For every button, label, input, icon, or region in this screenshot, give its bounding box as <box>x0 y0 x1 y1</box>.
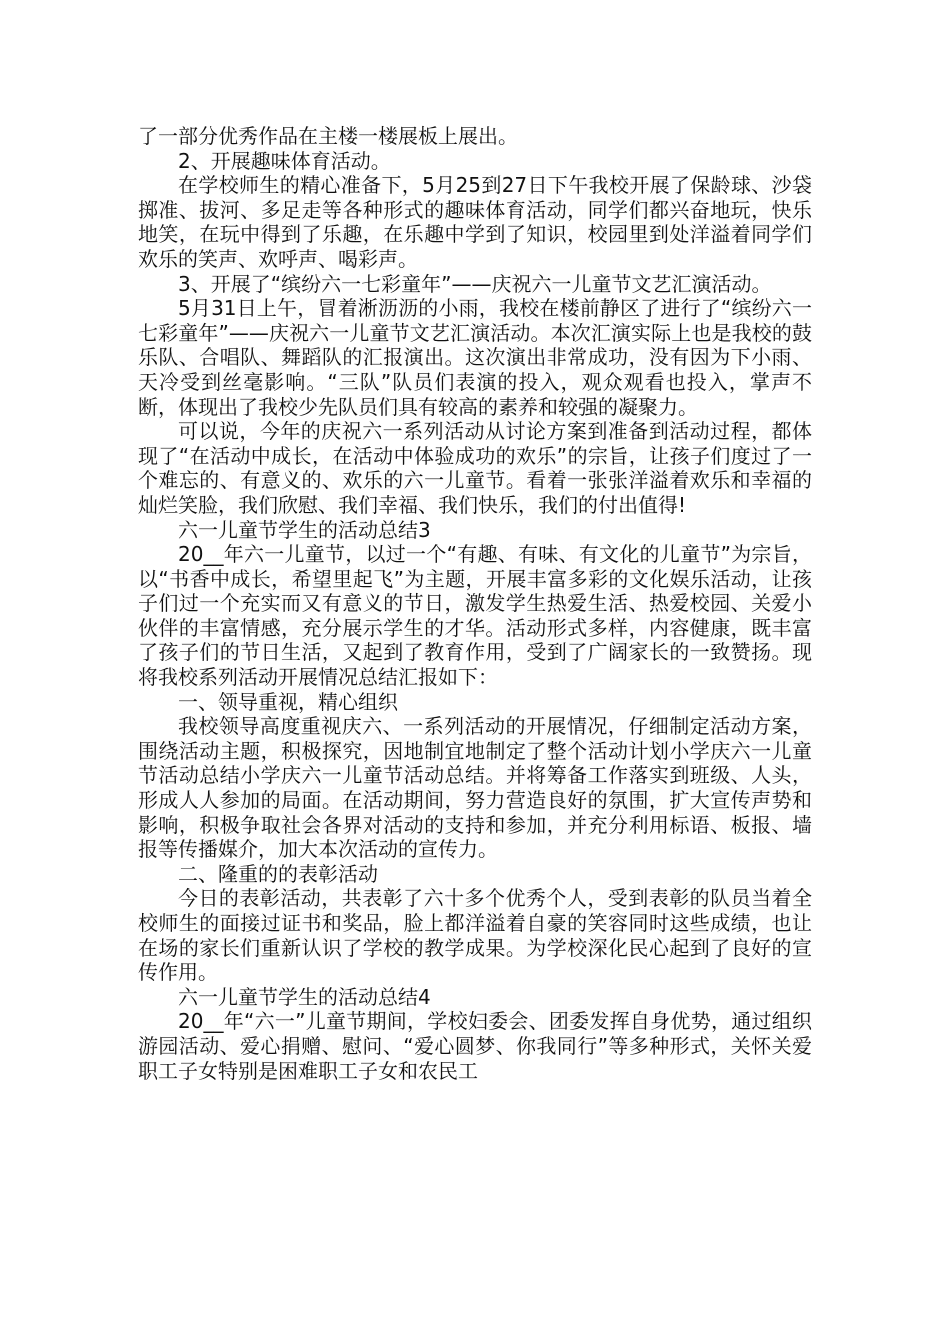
paragraph: 5月31日上午，冒着淅沥沥的小雨，我校在楼前静区了进行了“缤纷六一七彩童年”——庆祝六一儿童节文艺汇演活动。本次汇演实际上也是我校的鼓乐队、合唱队、舞蹈队的汇报演出。这次演出非常成功，没有因为下小雨、天冷受到丝毫影响。“三队”队员们表演的投入，观众观看也投入，掌声不断，体现出了我校少先队员们具有较高的素养和较强的凝聚力。 <box>138 296 812 419</box>
paragraph: 我校领导高度重视庆六、一系列活动的开展情况，仔细制定活动方案，围绕活动主题，积极探究，因地制宜地制定了整个活动计划小学庆六一儿童节活动总结小学庆六一儿童节活动总结。并将筹备工作落实到班级、人头，形成人人参加的局面。在活动期间，努力营造良好的氛围，扩大宣传声势和影响，积极争取社会各界对活动的支持和参加，并充分利用标语、板报、墙报等传播媒介，加大本次活动的宣传力。 <box>138 714 812 862</box>
paragraph: 20__年六一儿童节，以过一个“有趣、有味、有文化的儿童节”为宗旨，以“书香中成长，希望里起飞”为主题，开展丰富多彩的文化娱乐活动，让孩子们过一个充实而又有意义的节日，激发学生热爱生活、热爱校园、关爱小伙伴的丰富情感，充分展示学生的才华。活动形式多样，内容健康，既丰富了孩子们的节日生活，又起到了教育作用，受到了广阔家长的一致赞扬。现将我校系列活动开展情况总结汇报如下： <box>138 542 812 690</box>
section-heading: 2、开展趣味体育活动。 <box>178 148 391 173</box>
section-title: 六一儿童节学生的活动总结4 <box>178 984 431 1009</box>
paragraph: 在学校师生的精心准备下，5月25到27日下午我校开展了保龄球、沙袋掷准、拔河、多足走等各种形式的趣味体育活动，同学们都兴奋地玩，快乐地笑，在玩中得到了乐趣，在乐趣中学到了知识，校园里到处洋溢着同学们欢乐的笑声、欢呼声、喝彩声。 <box>138 173 812 271</box>
section-heading: 二、隆重的的表彰活动 <box>178 861 378 886</box>
section-heading: 一、领导重视，精心组织 <box>178 689 398 714</box>
paragraph: 20__年“六一”儿童节期间，学校妇委会、团委发挥自身优势，通过组织游园活动、爱心捐赠、慰问、“爱心圆梦、你我同行”等多种形式，关怀关爱职工子女特别是困难职工子女和农民工 <box>138 1009 812 1083</box>
section-heading: 3、开展了“缤纷六一七彩童年”——庆祝六一儿童节文艺汇演活动。 <box>178 271 772 296</box>
paragraph: 了一部分优秀作品在主楼一楼展板上展出。 <box>138 124 518 148</box>
document-body <box>138 124 812 1083</box>
paragraph: 今日的表彰活动，共表彰了六十多个优秀个人，受到表彰的队员当着全校师生的面接过证书和奖品，脸上都洋溢着自豪的笑容同时这些成绩，也让在场的家长们重新认识了学校的教学成果。为学校深化民心起到了良好的宣传作用。 <box>138 886 812 985</box>
section-title: 六一儿童节学生的活动总结3 <box>178 517 431 542</box>
paragraph: 可以说，今年的庆祝六一系列活动从讨论方案到准备到活动过程，都体现了“在活动中成长，在活动中体验成功的欢乐”的宗旨，让孩子们度过了一个难忘的、有意义的、欢乐的六一儿童节。看着一张张洋溢着欢乐和幸福的灿烂笑脸，我们欣慰、我们幸福、我们快乐，我们的付出值得! <box>138 419 812 517</box>
